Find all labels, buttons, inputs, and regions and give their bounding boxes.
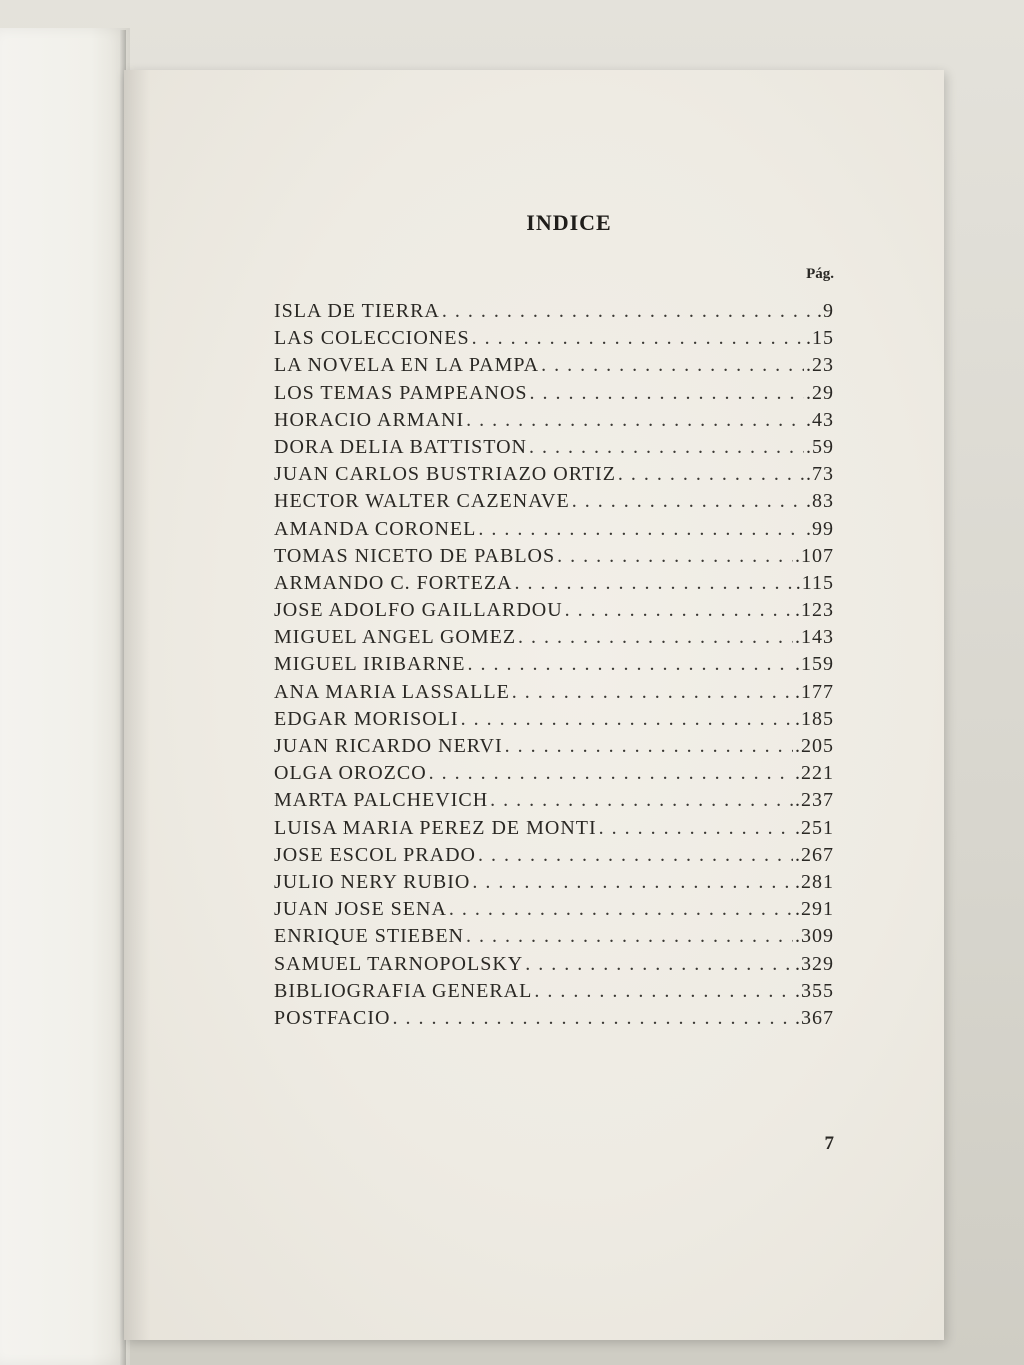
toc-leader-dots (572, 490, 804, 513)
toc-leader-dots (514, 572, 793, 595)
toc-entry (274, 789, 834, 816)
toc-leader-dots (512, 681, 793, 704)
toc-entry-title: ARMANDO C. FORTEZA (274, 571, 513, 594)
toc-entry-title: JOSE ADOLFO GAILLARDOU (274, 599, 563, 622)
toc-entry-title: DORA DELIA BATTISTON (274, 435, 527, 458)
toc-leader-dots (478, 518, 804, 541)
toc-leader-dots (505, 735, 793, 758)
toc-entry-page: .115 (795, 571, 834, 594)
toc-entry (274, 1007, 834, 1034)
toc-entry (274, 572, 834, 599)
toc-entry-page: .59 (806, 435, 834, 458)
toc-entry (274, 599, 834, 626)
toc-entry (274, 490, 834, 517)
toc-entry-page: .9 (817, 300, 834, 322)
toc-entry-title: JULIO NERY RUBIO (274, 870, 471, 893)
toc-entry-title: HORACIO ARMANI (274, 408, 465, 431)
toc-entry-title: JUAN CARLOS BUSTRIAZO ORTIZ (274, 463, 616, 486)
toc-entry (274, 653, 834, 680)
toc-leader-dots (461, 708, 793, 731)
page-column-label: Pág. (806, 266, 834, 282)
toc-entry-page: .237 (795, 789, 834, 812)
toc-entry (274, 382, 834, 409)
toc-entry (274, 518, 834, 545)
toc-entry (274, 354, 834, 381)
toc-entry-page: .83 (806, 490, 834, 513)
toc-leader-dots (429, 762, 793, 785)
toc-entry-title: JUAN JOSE SENA (274, 898, 447, 921)
toc-entry (274, 626, 834, 653)
toc-entry (274, 925, 834, 952)
toc-entry (274, 463, 834, 490)
toc-leader-dots (534, 980, 793, 1003)
toc-entry-title: MIGUEL ANGEL GOMEZ (274, 626, 517, 649)
toc-entry-page: .205 (795, 735, 834, 757)
toc-entry (274, 762, 834, 789)
toc-leader-dots (472, 871, 793, 894)
toc-entry-title: AMANDA CORONEL (274, 517, 477, 540)
toc-entry-page: .185 (795, 707, 834, 730)
toc-entry (274, 817, 834, 844)
toc-leader-dots (478, 844, 793, 867)
toc-entry-page: .367 (795, 1006, 834, 1029)
toc-entry-page: .355 (795, 979, 834, 1002)
toc-entry-title: BIBLIOGRAFIA GENERAL (274, 979, 533, 1002)
toc-entry-title: ANA MARIA LASSALLE (274, 680, 510, 703)
toc-entry-title: OLGA OROZCO (274, 762, 427, 785)
toc-entry-page: .251 (795, 816, 834, 839)
toc-entry-page: .43 (806, 408, 834, 431)
toc-entry-title: POSTFACIO (274, 1006, 391, 1029)
toc-entry-page: .159 (795, 653, 834, 676)
toc-leader-dots (541, 354, 804, 377)
toc-entry-title: EDGAR MORISOLI (274, 707, 459, 730)
toc-leader-dots (392, 1007, 793, 1030)
toc-entry (274, 681, 834, 708)
folio-page-number: 7 (824, 1133, 834, 1154)
toc-entry (274, 409, 834, 436)
toc-leader-dots (467, 653, 793, 676)
toc-leader-dots (618, 463, 804, 486)
toc-leader-dots (518, 626, 793, 649)
toc-entry-title: LOS TEMAS PAMPEANOS (274, 381, 528, 404)
toc-entry-page: .309 (795, 925, 834, 948)
toc-entry-title: JOSE ESCOL PRADO (274, 843, 476, 866)
toc-entry-title: LUISA MARIA PEREZ DE MONTI (274, 816, 597, 839)
toc-leader-dots (449, 898, 793, 921)
toc-leader-dots (557, 545, 793, 568)
toc-entry (274, 898, 834, 925)
toc-entry (274, 545, 834, 572)
toc-entry (274, 300, 834, 327)
toc-entry-page: .23 (806, 354, 834, 377)
toc-entry-page: .99 (806, 517, 834, 540)
facing-page (0, 28, 130, 1365)
toc-entry (274, 327, 834, 354)
toc-entry-page: .143 (795, 626, 834, 649)
page-title: INDICE (526, 210, 612, 235)
table-of-contents (274, 300, 834, 1034)
toc-leader-dots (466, 925, 793, 948)
toc-entry-page: .221 (795, 762, 834, 785)
toc-entry-title: MARTA PALCHEVICH (274, 789, 489, 812)
toc-leader-dots (466, 409, 804, 432)
toc-entry-page: .29 (806, 381, 834, 404)
toc-entry-title: LA NOVELA EN LA PAMPA (274, 354, 540, 377)
toc-entry-page: .73 (806, 463, 834, 486)
toc-entry-title: ENRIQUE STIEBEN (274, 925, 464, 948)
toc-entry-title: HECTOR WALTER CAZENAVE (274, 490, 570, 513)
toc-leader-dots (442, 300, 815, 323)
book-page (124, 70, 944, 1340)
toc-leader-dots (599, 817, 793, 840)
toc-entry-title: LAS COLECCIONES (274, 327, 470, 350)
toc-entry-page: .107 (795, 544, 834, 567)
toc-entry-page: .15 (806, 327, 834, 350)
toc-entry (274, 871, 834, 898)
toc-leader-dots (530, 382, 804, 405)
toc-leader-dots (565, 599, 793, 622)
toc-entry (274, 735, 834, 762)
toc-entry-title: JUAN RICARDO NERVI (274, 735, 503, 757)
toc-leader-dots (525, 953, 793, 976)
toc-entry-page: .329 (795, 952, 834, 975)
toc-leader-dots (472, 327, 804, 350)
toc-entry-page: .267 (795, 843, 834, 866)
toc-entry (274, 844, 834, 871)
toc-entry-page: .281 (795, 870, 834, 893)
toc-entry (274, 980, 834, 1007)
toc-entry-title: SAMUEL TARNOPOLSKY (274, 952, 524, 975)
toc-entry-title: MIGUEL IRIBARNE (274, 653, 466, 676)
toc-entry-page: .291 (795, 898, 834, 921)
toc-leader-dots (529, 436, 804, 459)
toc-entry-title: TOMAS NICETO DE PABLOS (274, 544, 556, 567)
toc-leader-dots (490, 789, 793, 812)
toc-entry (274, 708, 834, 735)
toc-entry-page: .123 (795, 599, 834, 622)
toc-entry-title: ISLA DE TIERRA (274, 300, 440, 322)
toc-entry (274, 436, 834, 463)
toc-entry (274, 953, 834, 980)
toc-entry-page: .177 (795, 680, 834, 703)
